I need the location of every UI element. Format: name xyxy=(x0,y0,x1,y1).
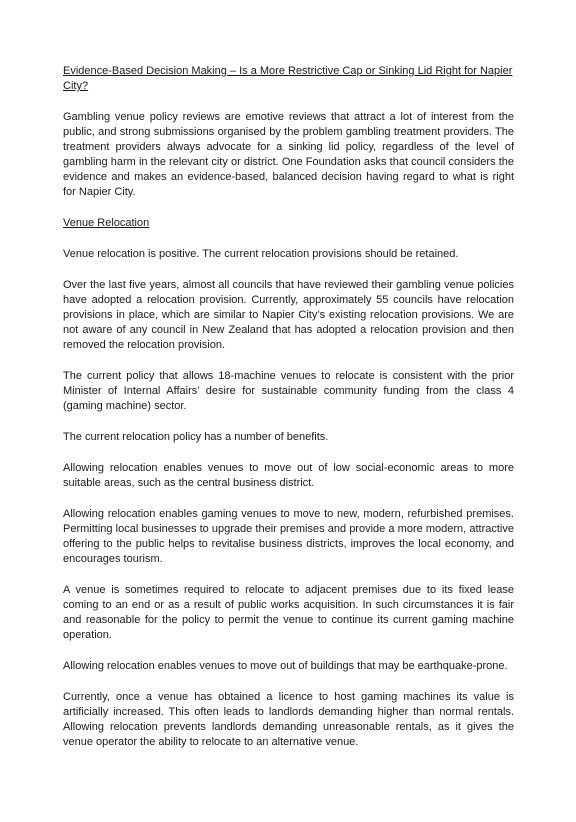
spacer xyxy=(63,414,514,430)
body-paragraph: The current policy that allows 18-machine venues to relocate is consistent with the prior Minister of Internal Affairs’ desire for sustainable community funding from the class 4 (gaming machine) sector. xyxy=(63,370,514,412)
spacer xyxy=(63,445,514,461)
intro-paragraph: Gambling venue policy reviews are emotive reviews that attract a lot of interest from the public, and strong submissions organised by the problem gambling treatment providers. The treatment providers always advocate for a sinking lid policy, regardless of the level of gambling harm in the relevant city or district. One Foundation asks that council considers the evidence and makes an evidence-based, balanced decision having regard to what is right for Napier City. xyxy=(63,111,514,198)
body-paragraph: Allowing relocation enables venues to move out of low social-economic areas to more suitable areas, such as the central business district. xyxy=(63,462,514,489)
body-paragraph: A venue is sometimes required to relocate to adjacent premises due to its fixed lease coming to an end or as a result of public works acquisition. In such circumstances it is fair and reasonable for the policy to permit the venue to continue its current gaming machine operation. xyxy=(63,584,514,641)
document-title: Evidence-Based Decision Making – Is a More Restrictive Cap or Sinking Lid Right for Napier City? xyxy=(63,65,513,92)
spacer xyxy=(63,491,514,507)
body-paragraph: Venue relocation is positive. The current relocation provisions should be retained. xyxy=(63,248,459,260)
spacer xyxy=(63,643,514,659)
spacer xyxy=(63,674,514,690)
spacer xyxy=(63,262,514,278)
section-heading: Venue Relocation xyxy=(63,217,150,229)
body-paragraph: Allowing relocation enables venues to move out of buildings that may be earthquake-prone. xyxy=(63,660,508,672)
spacer xyxy=(63,200,514,216)
spacer xyxy=(63,94,514,110)
spacer xyxy=(63,231,514,247)
body-paragraph: Currently, once a venue has obtained a licence to host gaming machines its value is artificially increased. This often leads to landlords demanding higher than normal rentals. Allowing relocation prevents landlords demanding unreasonable rentals, as it gives the venue operator the ability to relocate to an alternative venue. xyxy=(63,691,514,748)
body-paragraph: Allowing relocation enables gaming venues to move to new, modern, refurbished premises. Permitting local businesses to upgrade their premises and provide a more modern, attractive offering to the public helps to revitalise business districts, improves the local economy, and encourages tourism. xyxy=(63,508,514,565)
spacer xyxy=(63,567,514,583)
body-paragraph: The current relocation policy has a number of benefits. xyxy=(63,431,329,443)
spacer xyxy=(63,353,514,369)
body-paragraph: Over the last five years, almost all councils that have reviewed their gambling venue policies have adopted a relocation provision. Currently, approximately 55 councils have relocation provisions in place, which are similar to Napier City’s existing relocation provisions. We are not aware of any council in New Zealand that has adopted a relocation provision and then removed the relocation provision. xyxy=(63,279,514,351)
